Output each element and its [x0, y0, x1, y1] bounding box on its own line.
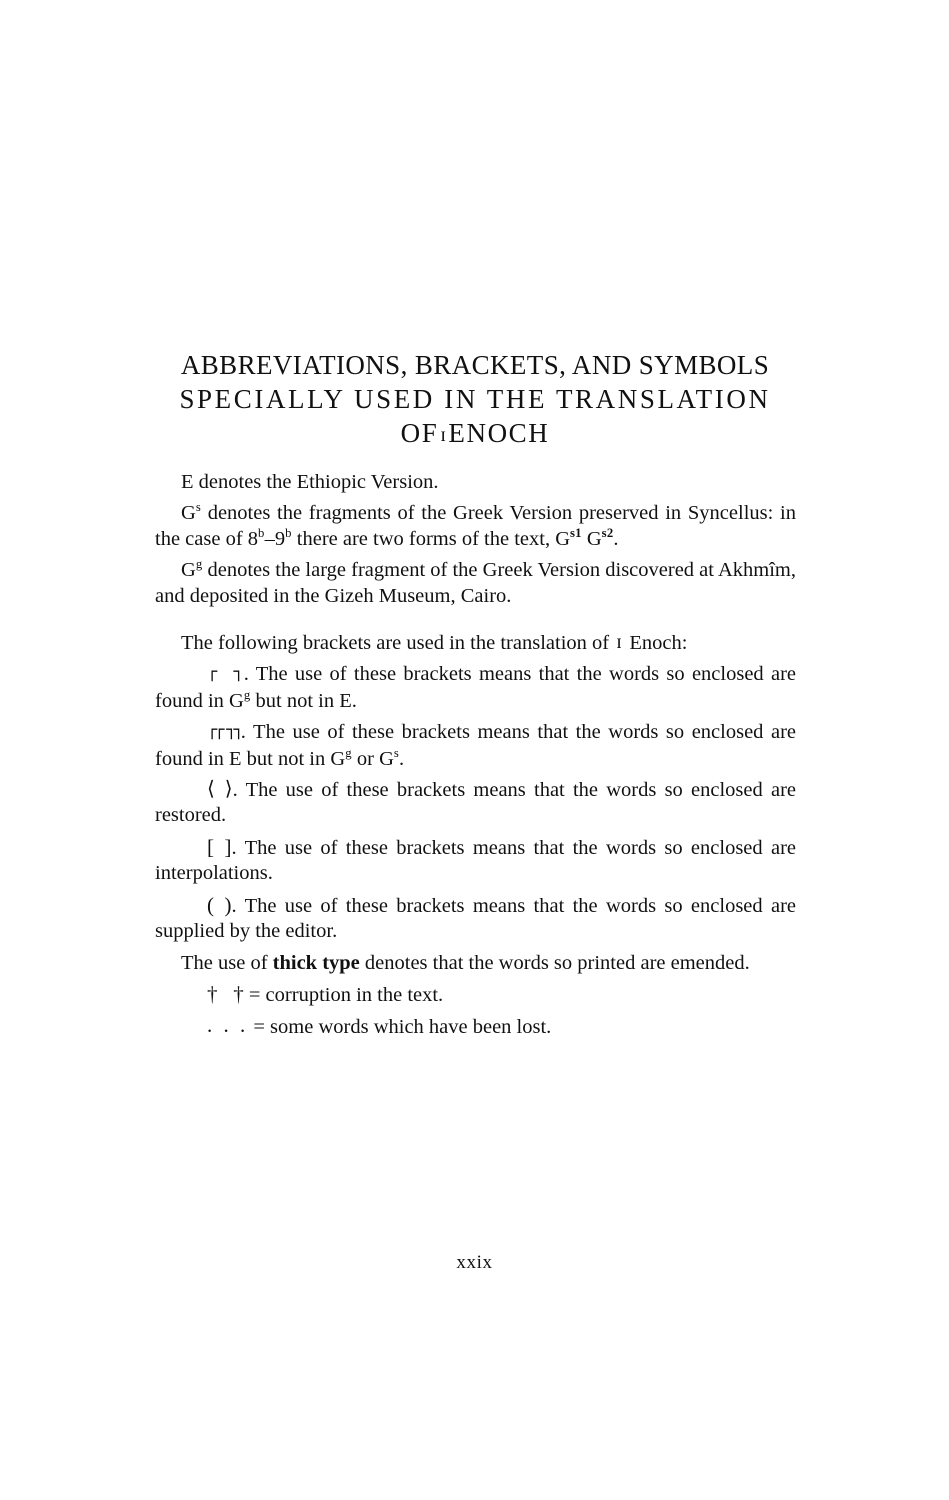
bracket-entry-corner-text-after: but not in E. [250, 689, 357, 712]
symbol-entry-ellipsis-text: = some words which have been lost. [248, 1016, 552, 1039]
bracket-entry-double-corner [155, 720, 796, 772]
page-title [155, 348, 795, 453]
definition-e-text: E denotes the Ethiopic Version. [181, 471, 439, 493]
bracket-entry-corner-sup: g [243, 688, 251, 703]
double-corner-bracket-icon: ┌┌ ┐┐ [207, 720, 241, 741]
thick-type-part2: denotes that the words so printed are emended. [359, 951, 750, 974]
bracket-entry-angle-text: . The use of these brackets means that the words so enclosed are restored. [155, 779, 796, 827]
ellipsis-icon: . . . [207, 1013, 249, 1038]
definition-gs-form-sup-1: s1 [570, 525, 582, 540]
symbol-entry-ellipsis [155, 1014, 796, 1040]
dagger-icon: † † [207, 981, 244, 1006]
bracket-entry-double-corner-text-after: or G [351, 747, 394, 770]
bracket-entry-double-corner-text-after-2: . [399, 747, 405, 770]
bracket-entry-double-corner-sup: g [345, 745, 352, 760]
definition-e [155, 470, 796, 495]
symbol-entry-dagger [155, 982, 796, 1008]
definition-gs-form-sup-2: s2 [601, 525, 614, 540]
definition-gs-part4: . [613, 527, 619, 550]
definition-gs-chapter-sup-2: b [285, 525, 292, 540]
bracket-entry-round [155, 893, 796, 945]
symbol-entry-dagger-text: = corruption in the text. [243, 983, 444, 1006]
bracket-entry-corner [155, 662, 796, 714]
brackets-intro [155, 631, 796, 656]
corner-bracket-icon: ┌ ┐ [207, 662, 244, 683]
definition-gs-part1: denotes the fragments of the Greek Version preserved in Syncellus: in the case of 8 [155, 502, 796, 550]
title-enoch-word: ENOCH [448, 418, 550, 448]
thick-type-part1: The use of [181, 951, 273, 974]
body-column [155, 470, 796, 1041]
bracket-entry-double-corner-text: . The use of these brackets means that the words so enclosed are found in E but not in G [155, 721, 796, 770]
bracket-entry-square-text: . The use of these brackets means that the words so enclosed are interpolations. [155, 836, 796, 885]
spacer [155, 609, 796, 631]
definition-gg-sigil: G [181, 559, 196, 582]
definition-gg-sigil-superscript: g [195, 557, 203, 572]
brackets-intro-part1: The following brackets are used in the translation of [181, 632, 615, 655]
angle-bracket-icon: ⟨ ⟩ [207, 778, 233, 801]
bracket-entry-corner-text: . The use of these brackets means that the words so enclosed are found in G [155, 663, 796, 712]
definition-gs-part2: there are two forms of the text, G [291, 527, 571, 550]
title-numeral-one: ɪ [440, 424, 447, 446]
title-of-word: OF [400, 418, 439, 448]
brackets-intro-part2: Enoch: [624, 632, 688, 655]
page-number: xxix [456, 1252, 493, 1273]
square-bracket-icon: [ ] [207, 834, 232, 859]
definition-gs-chapter-sup-1: b [258, 525, 265, 540]
bracket-entry-angle [155, 778, 796, 829]
definition-gs [155, 501, 796, 552]
brackets-intro-numeral-one: ɪ [616, 631, 623, 654]
definition-gs-sigil: G [181, 502, 196, 525]
thick-type-note [155, 951, 796, 976]
definition-gs-dash: –9 [264, 527, 286, 550]
title-line-1: ABBREVIATIONS, BRACKETS, AND SYMBOLS [180, 350, 770, 380]
bracket-entry-round-text: . The use of these brackets means that the words so enclosed are supplied by the editor. [155, 894, 796, 943]
round-bracket-icon: ( ) [207, 892, 232, 917]
definition-gs-sigil-superscript: s [195, 500, 201, 515]
bracket-entry-square [155, 835, 796, 887]
title-line-3 [155, 416, 795, 453]
bracket-entry-double-corner-sup-2: s [393, 745, 400, 760]
title-line-2: SPECIALLY USED IN THE TRANSLATION [179, 384, 771, 414]
thick-type-sample: thick type [272, 951, 360, 974]
definition-gg [155, 558, 796, 609]
definition-gg-text: denotes the large fragment of the Greek Version discovered at Akhmîm, and deposited in the Gizeh Museum, Cairo. [155, 559, 796, 607]
definition-gs-part3: G [581, 527, 602, 550]
